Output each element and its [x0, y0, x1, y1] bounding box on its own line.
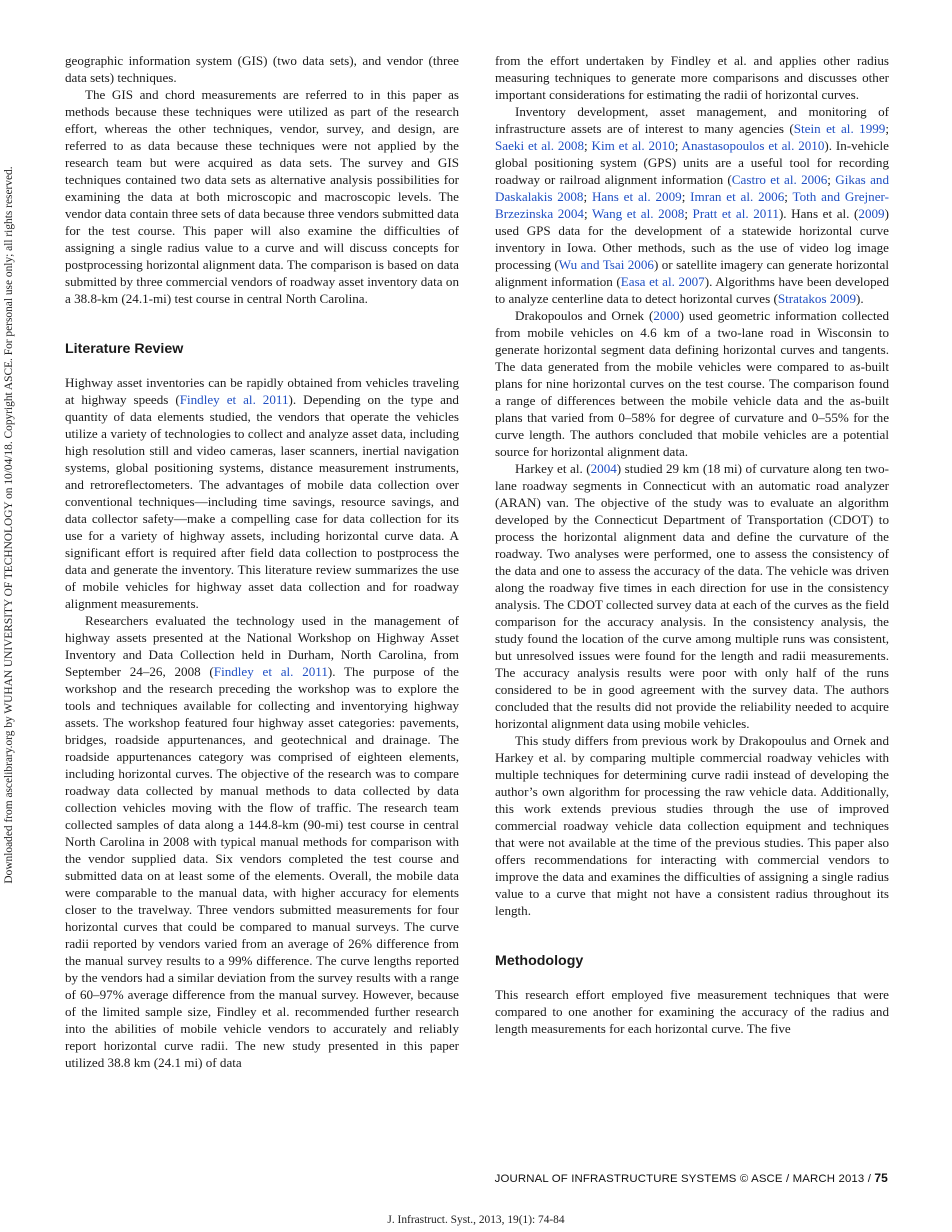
left-paragraph-1: geographic information system (GIS) (two data sets), and vendor (three data sets) techniques.	[65, 53, 459, 85]
section-heading-literature-review: Literature Review	[65, 341, 184, 357]
download-notice-sidebar	[1, 30, 17, 1020]
download-notice: Downloaded from ascelibrary.org by WUHAN UNIVERSITY OF TECHNOLOGY on 10/04/18. Copyright ASCE. For personal use only; all rights reserved.	[3, 166, 15, 884]
citation-link[interactable]: Imran et al. 2006	[690, 189, 785, 204]
citation-link[interactable]: 2004	[590, 461, 617, 476]
journal-footer	[495, 1171, 888, 1185]
journal-line: JOURNAL OF INFRASTRUCTURE SYSTEMS © ASCE / MARCH 2013 /	[494, 1173, 875, 1185]
citation-link[interactable]: Wang et al. 2008	[591, 206, 685, 221]
right-paragraph-5: This study differs from previous work by Drakopoulus and Ornek and Harkey et al. by comparing multiple commercial roadway vehicles with multiple techniques for determining curve radii instead of developing the author’s own algorithm for processing the raw vehicle data. Additionally, this work extends previous studies through the use of improved commercial roadway vehicle data collection equipment and techniques that were not available at the time of the previous studies. This paper also offers recommendations for interacting with commercial vendors to improve the data and examines the difficulties of assigning a single radius value to a curve that might not have a consistent radius throughout its length.	[495, 733, 889, 918]
citation-link[interactable]: Kim et al. 2010	[591, 138, 675, 153]
citation-link[interactable]: Anastasopoulos et al. 2010	[681, 138, 825, 153]
right-paragraph-3: Drakopoulos and Ornek (2000) used geometric information collected from mobile vehicles on 4.6 km of a two-lane road in Wisconsin to generate horizontal segment data defining horizontal curves and tangents. The data generated from the mobile vehicles were compared to as-built plans for nine horizontal curves on the test course. The comparison found a range of differences between the mobile vehicle data and the as-built plans that varied from 0–58% for degree of curvature and 0–55% for the curve length. The authors concluded that mobile vehicles are a potential source for horizontal alignment data.	[495, 308, 889, 459]
page-number: 75	[874, 1171, 888, 1185]
citation-link[interactable]: Saeki et al. 2008	[495, 138, 585, 153]
right-paragraph-2: Inventory development, asset management, and monitoring of infrastructure assets are of interest to many agencies (Stein et al. 1999; Saeki et al. 2008; Kim et al. 2010; Anastasopoulos et al. 2010). In-vehicle global positioning system (GPS) units are a useful tool for recording roadway or railroad alignment information (Castro et al. 2006; Gikas and Daskalakis 2008; Hans et al. 2009; Imran et al. 2006; Toth and Grejner-Brzezinska 2004; Wang et al. 2008; Pratt et al. 2011). Hans et al. (2009) used GPS data for the development of a statewide horizontal curve inventory in Iowa. Other methods, such as the use of video log image processing (Wu and Tsai 2006) or satellite imagery can generate horizontal alignment information (Easa et al. 2007). Algorithms have been developed to analyze centerline data to detect horizontal curves (Stratakos 2009).	[495, 104, 890, 306]
citation-link[interactable]: Pratt et al. 2011	[692, 206, 779, 221]
citation-link[interactable]: Findley et al. 2011	[213, 664, 328, 679]
citation-line: J. Infrastruct. Syst., 2013, 19(1): 74-84	[387, 1214, 565, 1226]
left-paragraph-3: Highway asset inventories can be rapidly obtained from vehicles traveling at highway speeds (Findley et al. 2011). Depending on the type and quantity of data elements studied, the vendors that operate the vehicles utilize a variety of technologies to collect and analyze asset data, including high resolution still and video cameras, laser scanners, inertial navigation systems, global positioning systems, distance measurement instruments, and retroreflectometers. The advantages of mobile data collection over conventional techniques—including time savings, resource savings, and data collector safety—make a compelling case for data collection for its use for a variety of highway assets, including horizontal curve data. A significant effort is required after field data collection to postprocess the data and generate the inventory. This literature review summarizes the use of mobile vehicles for highway asset data collection and for roadway alignment measurements.	[65, 375, 459, 611]
right-paragraph-6: This research effort employed five measurement techniques that were compared to one another for examining the accuracy of the radius and length measurements for each horizontal curve. The five	[495, 987, 889, 1036]
citation-link[interactable]: Stratakos 2009	[777, 291, 857, 306]
right-column	[495, 52, 889, 1037]
citation-link[interactable]: Castro et al. 2006	[731, 172, 828, 187]
citation-link[interactable]: Stein et al. 1999	[793, 121, 886, 136]
left-column	[65, 52, 459, 1071]
left-paragraph-2: The GIS and chord measurements are referred to in this paper as methods because these techniques were utilized as part of the research effort, whereas the other techniques, vendor, survey, and design, are referred to as data because these techniques were not applied by the research team but were acquired as data sets. The survey and GIS techniques contained two data sets as alternative analysis possibilities for examining the data at both microscopic and macroscopic levels. The vendor data contain three sets of data because three vendors submitted data for the test course. This paper will also examine the difficulties of assigning a single radius value to a curve and will discuss concepts for postprocessing horizontal alignment data. The comparison is based on data submitted by three commercial vendors of roadway asset inventory data on a 38.8-km (24.1-mi) test course in central North Carolina.	[65, 87, 459, 306]
citation-link[interactable]: Easa et al. 2007	[620, 274, 705, 289]
citation-link[interactable]: 2000	[653, 308, 680, 323]
citation-link[interactable]: Gikas and Daskalakis 2008	[495, 172, 889, 204]
citation-link[interactable]: Hans et al. 2009	[591, 189, 682, 204]
citation-link[interactable]: Wu and Tsai 2006	[558, 257, 654, 272]
section-heading-methodology: Methodology	[495, 953, 584, 969]
left-paragraph-4: Researchers evaluated the technology used in the management of highway assets presented at the National Workshop on Highway Asset Inventory and Data Collection held in Durham, North Carolina, from September 24–26, 2008 (Findley et al. 2011). The purpose of the workshop and the research preceding the workshop was to explore the tools and techniques available for collecting and inventorying highway assets. The workshop featured four highway asset categories: pavements, bridges, roadside appurtenances, and geotechnical and drainage. The roadside appurtenances category was comprised of eighteen elements, including horizontal curves. The objective of the research was to compare roadway data collected by manual methods to data collected by data collection vehicles moving with the flow of traffic. The research team collected samples of data along a 144.8-km (90-mi) test course in central North Carolina in 2008 with typical manual methods for comparison with the vendor supplied data. Six vendors completed the test course and submitted data on at least some of the elements. Overall, the mobile data were comparable to the manual data, with higher accuracy for elements closer to the travelway. Three vendors submitted measurements for four horizontal curves that could be compared to manual surveys. The curve radii reported by vendors varied from an average of 26% difference from the manual survey results to a 99% difference. The curve lengths reported by the vendors had a similar deviation from the survey results with a range of 60–97% average difference from the manual survey. However, because of the limited sample size, Findley et al. recommended further research into the abilities of mobile vehicle vendors to accurately and reliably report horizontal curve radii. The new study presented in this paper utilized 38.8 km (24.1 mi) of data	[65, 613, 459, 1070]
right-paragraph-4: Harkey et al. (2004) studied 29 km (18 mi) of curvature along ten two-lane roadway segments in Connecticut with an automatic road analyzer (ARAN) van. The objective of the study was to evaluate an algorithm developed by the Connecticut Department of Transportation (CDOT) to process the horizontal alignment data and define the curvature of the roadway. Two analyses were performed, one to assess the consistency of the data and one to assess the accuracy of the data. The vehicle was driven along the roadway five times in each direction for use in the consistency analysis. The CDOT collected survey data at each of the curves as the field comparison for the accuracy analysis. In the consistency analysis, the study found the location of the curve among multiple runs was consistent, but unresolved issues were found for the length and radii measurements. The accuracy analysis results were poor with only half of the runs considered to be in good agreement with the survey data. The authors concluded that the results did not provide the reliability needed to acquire horizontal alignment data using mobile vehicles.	[495, 461, 889, 731]
citation-link[interactable]: 2009	[858, 206, 885, 221]
citation-link[interactable]: Toth and Grejner-Brzezinska 2004	[495, 189, 889, 221]
citation-link[interactable]: Findley et al. 2011	[179, 392, 289, 407]
right-paragraph-1: from the effort undertaken by Findley et al. and applies other radius measuring techniques to generate more comparisons and discusses other important considerations for estimating the radii of horizontal curves.	[495, 53, 889, 102]
